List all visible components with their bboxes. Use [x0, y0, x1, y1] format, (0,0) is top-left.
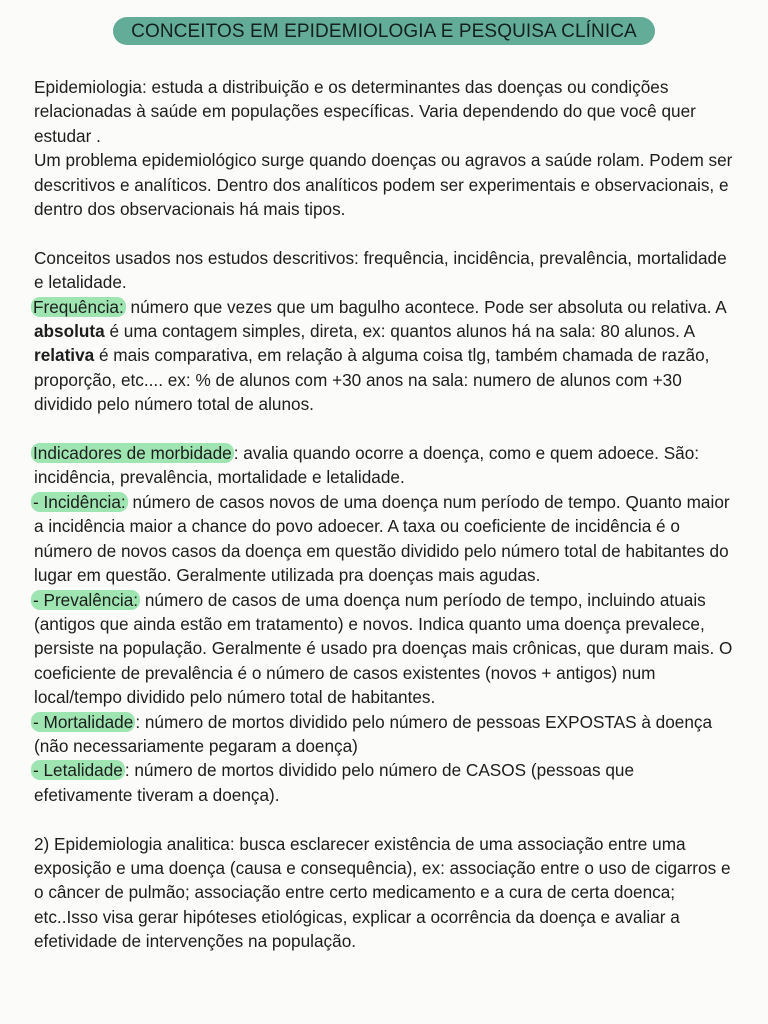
analytic-paragraph: 2) Epidemiologia analitica: busca esclarecer existência de uma associação entre uma exposição e uma doença (causa e consequência), ex: associação entre o uso de cigarros e o câncer de pulmão; associação entre certo medicamento e a cura de certa doenca; etc..Isso visa gerar hipóteses etiológicas, explicar a ocorrência da doença e avaliar a efetividade de intervenções na população. — [34, 833, 731, 952]
spacer — [34, 807, 734, 831]
prevalence-text: número de casos de uma doença num período de tempo, incluindo atuais (antigos que ainda estão em tratamento) e novos. Indica quanto uma doença prevalece, persiste na população. Geralmente é usado pra doenças mais crônicas, que duram mais. O coeficiente de prevalência é o número de casos existentes (novos + antigos) num local/tempo dividido pelo número total de habitantes. — [34, 589, 733, 708]
intro-paragraph-1: Epidemiologia: estuda a distribuição e os determinantes das doenças ou condições relacionadas à saúde em populações específicas. Varia dependendo do que você quer estudar . — [34, 77, 696, 146]
frequency-text-2: é uma contagem simples, direta, ex: quantos alunos há na sala: 80 alunos. A — [104, 321, 695, 342]
morbidity-term: Indicadores de morbidade — [33, 443, 232, 464]
mortality-term: - Mortalidade — [33, 711, 134, 732]
page-title: CONCEITOS EM EPIDEMIOLOGIA E PESQUISA CLÍNICA — [113, 17, 655, 45]
mortality-text: : número de mortos dividido pelo número de pessoas EXPOSTAS à doença (não necessariamente pegaram a doença) — [34, 711, 713, 756]
frequency-term: Frequência: — [33, 296, 124, 317]
document-body — [34, 75, 734, 954]
morbidity-text: : avalia quando ocorre a doença, como e quem adoece. São: incidência, prevalência, mortalidade e letalidade. — [34, 443, 700, 488]
relative-term: relativa — [34, 345, 95, 366]
intro-paragraph-2: Um problema epidemiológico surge quando doenças ou agravos a saúde rolam. Podem ser descritivos e analíticos. Dentro dos analíticos podem ser experimentais e observacionais, e dentro dos observacionais há mais tipos. — [34, 150, 733, 220]
incidence-text: número de casos novos de uma doença num período de tempo. Quanto maior a incidência maior a chance do povo adoecer. A taxa ou coeficiente de incidência é o número de novos casos da doença em questão dividido pelo número total de habitantes do lugar em questão. Geralmente utilizada pra doenças mais agudas. — [34, 491, 730, 586]
incidence-paragraph — [34, 490, 734, 588]
incidence-term: - Incidência: — [33, 491, 126, 512]
spacer — [34, 417, 734, 441]
frequency-text-3: é mais comparativa, em relação à alguma coisa tlg, também chamada de razão, proporção, etc.... ex: % de alunos com +30 anos na sala: numero de alunos com +30 dividido pelo número total de alunos. — [34, 345, 710, 415]
morbidity-paragraph — [34, 441, 734, 490]
frequency-text-1: número que vezes que um bagulho acontece. Pode ser absoluta ou relativa. A — [125, 296, 726, 317]
descriptive-concepts: Conceitos usados nos estudos descritivos: frequência, incidência, prevalência, mortalidade e letalidade. — [34, 247, 727, 293]
spacer — [34, 221, 734, 245]
lethality-text: : número de mortos dividido pelo número de CASOS (pessoas que efetivamente tiveram a doença). — [34, 760, 635, 805]
absolute-term: absoluta — [34, 321, 105, 342]
lethality-paragraph — [34, 758, 734, 807]
frequency-paragraph — [34, 295, 734, 417]
prevalence-paragraph — [34, 588, 734, 710]
title-container — [0, 17, 768, 45]
prevalence-term: - Prevalência: — [33, 589, 139, 610]
lethality-term: - Letalidade — [33, 760, 123, 781]
mortality-paragraph — [34, 710, 734, 759]
